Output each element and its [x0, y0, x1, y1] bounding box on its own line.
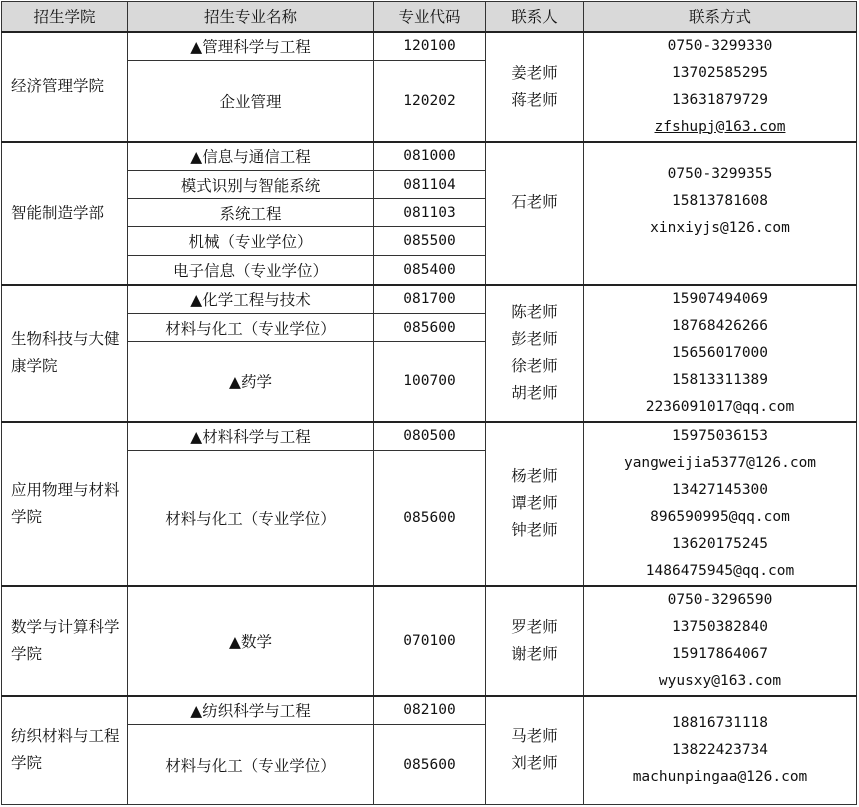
- major-name-cell: ▲信息与通信工程: [128, 142, 374, 171]
- major-name-cell: 材料与化工（专业学位）: [128, 725, 374, 805]
- major-name-cell: 系统工程: [128, 199, 374, 227]
- major-code-cell: 120202: [374, 61, 486, 142]
- contact-person: 谭老师: [511, 494, 558, 512]
- major-code-cell: 080500: [374, 422, 486, 451]
- phone-number: 0750-3296590: [667, 591, 773, 608]
- contact-person: 钟老师: [511, 521, 558, 539]
- table-row: [2, 142, 857, 171]
- phone-number: 15975036153: [671, 427, 769, 444]
- major-code-cell: 085500: [374, 227, 486, 256]
- contact-info-cell: [584, 142, 857, 285]
- email-address: 2236091017@qq.com: [645, 398, 795, 415]
- contact-info-cell: [584, 696, 857, 805]
- phone-number: 13750382840: [671, 618, 769, 635]
- phone-number: 15907494069: [671, 290, 769, 307]
- major-name-cell: 机械（专业学位）: [128, 227, 374, 256]
- contact-person: 杨老师: [511, 467, 558, 485]
- major-name-cell: ▲化学工程与技术: [128, 285, 374, 314]
- phone-number: 13427145300: [671, 481, 769, 498]
- contact-info-cell: [584, 422, 857, 586]
- major-name-cell: ▲药学: [128, 342, 374, 422]
- header-college: 招生学院: [2, 2, 128, 32]
- phone-number: 15813781608: [671, 192, 769, 209]
- phone-number: 15656017000: [671, 344, 769, 361]
- college-cell: 应用物理与材料学院: [2, 422, 128, 586]
- major-code-cell: 100700: [374, 342, 486, 422]
- major-code-cell: 120100: [374, 32, 486, 61]
- phone-number: 13631879729: [671, 91, 769, 108]
- phone-number: 15917864067: [671, 645, 769, 662]
- contact-info-cell: [584, 586, 857, 696]
- contact-person: 刘老师: [511, 754, 558, 773]
- header-contact-person: 联系人: [486, 2, 584, 32]
- contact-info-cell: [584, 32, 857, 142]
- email-address: machunpingaa@126.com: [632, 768, 808, 785]
- phone-number: 18768426266: [671, 317, 769, 334]
- phone-number: 13620175245: [671, 535, 769, 552]
- email-link[interactable]: zfshupj@163.com: [654, 118, 786, 135]
- major-name-cell: ▲管理科学与工程: [128, 32, 374, 61]
- major-code-cell: 081000: [374, 142, 486, 171]
- table-row: [2, 285, 857, 314]
- contact-person-cell: [486, 586, 584, 696]
- contact-person-cell: [486, 422, 584, 586]
- major-code-cell: 082100: [374, 696, 486, 725]
- email-address: xinxiyjs@126.com: [650, 219, 790, 236]
- major-code-cell: 085400: [374, 256, 486, 285]
- contact-person: 姜老师: [511, 63, 558, 82]
- header-major-code: 专业代码: [374, 2, 486, 32]
- contact-person-cell: [486, 285, 584, 422]
- major-code-cell: 081700: [374, 285, 486, 314]
- header-contact-info: 联系方式: [584, 2, 857, 32]
- major-code-cell: 081104: [374, 171, 486, 199]
- college-cell: 数学与计算科学学院: [2, 586, 128, 696]
- table-row: [2, 32, 857, 61]
- phone-number: 15813311389: [671, 371, 769, 388]
- major-code-cell: 085600: [374, 451, 486, 586]
- contact-person: 蒋老师: [511, 90, 558, 109]
- phone-number: 18816731118: [671, 714, 769, 731]
- phone-number: 0750-3299330: [667, 37, 773, 54]
- contact-person: 石老师: [511, 192, 558, 211]
- contact-person: 彭老师: [511, 330, 558, 348]
- phone-number: 0750-3299355: [667, 165, 773, 182]
- college-cell: 生物科技与大健康学院: [2, 285, 128, 422]
- college-cell: 智能制造学部: [2, 142, 128, 285]
- contact-person-cell: [486, 142, 584, 285]
- major-code-cell: 081103: [374, 199, 486, 227]
- major-name-cell: 企业管理: [128, 61, 374, 142]
- contact-person-cell: [486, 32, 584, 142]
- table-row: [2, 696, 857, 725]
- major-name-cell: ▲材料科学与工程: [128, 422, 374, 451]
- contact-person: 陈老师: [511, 303, 558, 321]
- major-name-cell: ▲纺织科学与工程: [128, 696, 374, 725]
- major-code-cell: 085600: [374, 725, 486, 805]
- phone-number: 13702585295: [671, 64, 769, 81]
- major-name-cell: 模式识别与智能系统: [128, 171, 374, 199]
- contact-person: 徐老师: [511, 357, 558, 375]
- major-name-cell: 材料与化工（专业学位）: [128, 314, 374, 342]
- contact-person: 马老师: [511, 727, 558, 746]
- email-address: 1486475945@qq.com: [645, 562, 795, 579]
- major-code-cell: 085600: [374, 314, 486, 342]
- major-code-cell: 070100: [374, 586, 486, 696]
- major-name-cell: 材料与化工（专业学位）: [128, 451, 374, 586]
- contact-person: 谢老师: [511, 644, 558, 663]
- contact-person-cell: [486, 696, 584, 805]
- table-row: [2, 422, 857, 451]
- email-address: wyusxy@163.com: [658, 672, 782, 689]
- table-row: [2, 586, 857, 696]
- header-row: [2, 2, 857, 32]
- college-cell: 纺织材料与工程学院: [2, 696, 128, 805]
- major-name-cell: ▲数学: [128, 586, 374, 696]
- major-name-cell: 电子信息（专业学位）: [128, 256, 374, 285]
- contact-person: 罗老师: [511, 617, 558, 636]
- contact-person: 胡老师: [511, 384, 558, 402]
- admissions-contact-table: [1, 1, 857, 805]
- email-address: 896590995@qq.com: [650, 508, 790, 525]
- college-cell: 经济管理学院: [2, 32, 128, 142]
- contact-info-cell: [584, 285, 857, 422]
- phone-number: 13822423734: [671, 741, 769, 758]
- email-address: yangweijia5377@126.com: [623, 454, 817, 471]
- header-major-name: 招生专业名称: [128, 2, 374, 32]
